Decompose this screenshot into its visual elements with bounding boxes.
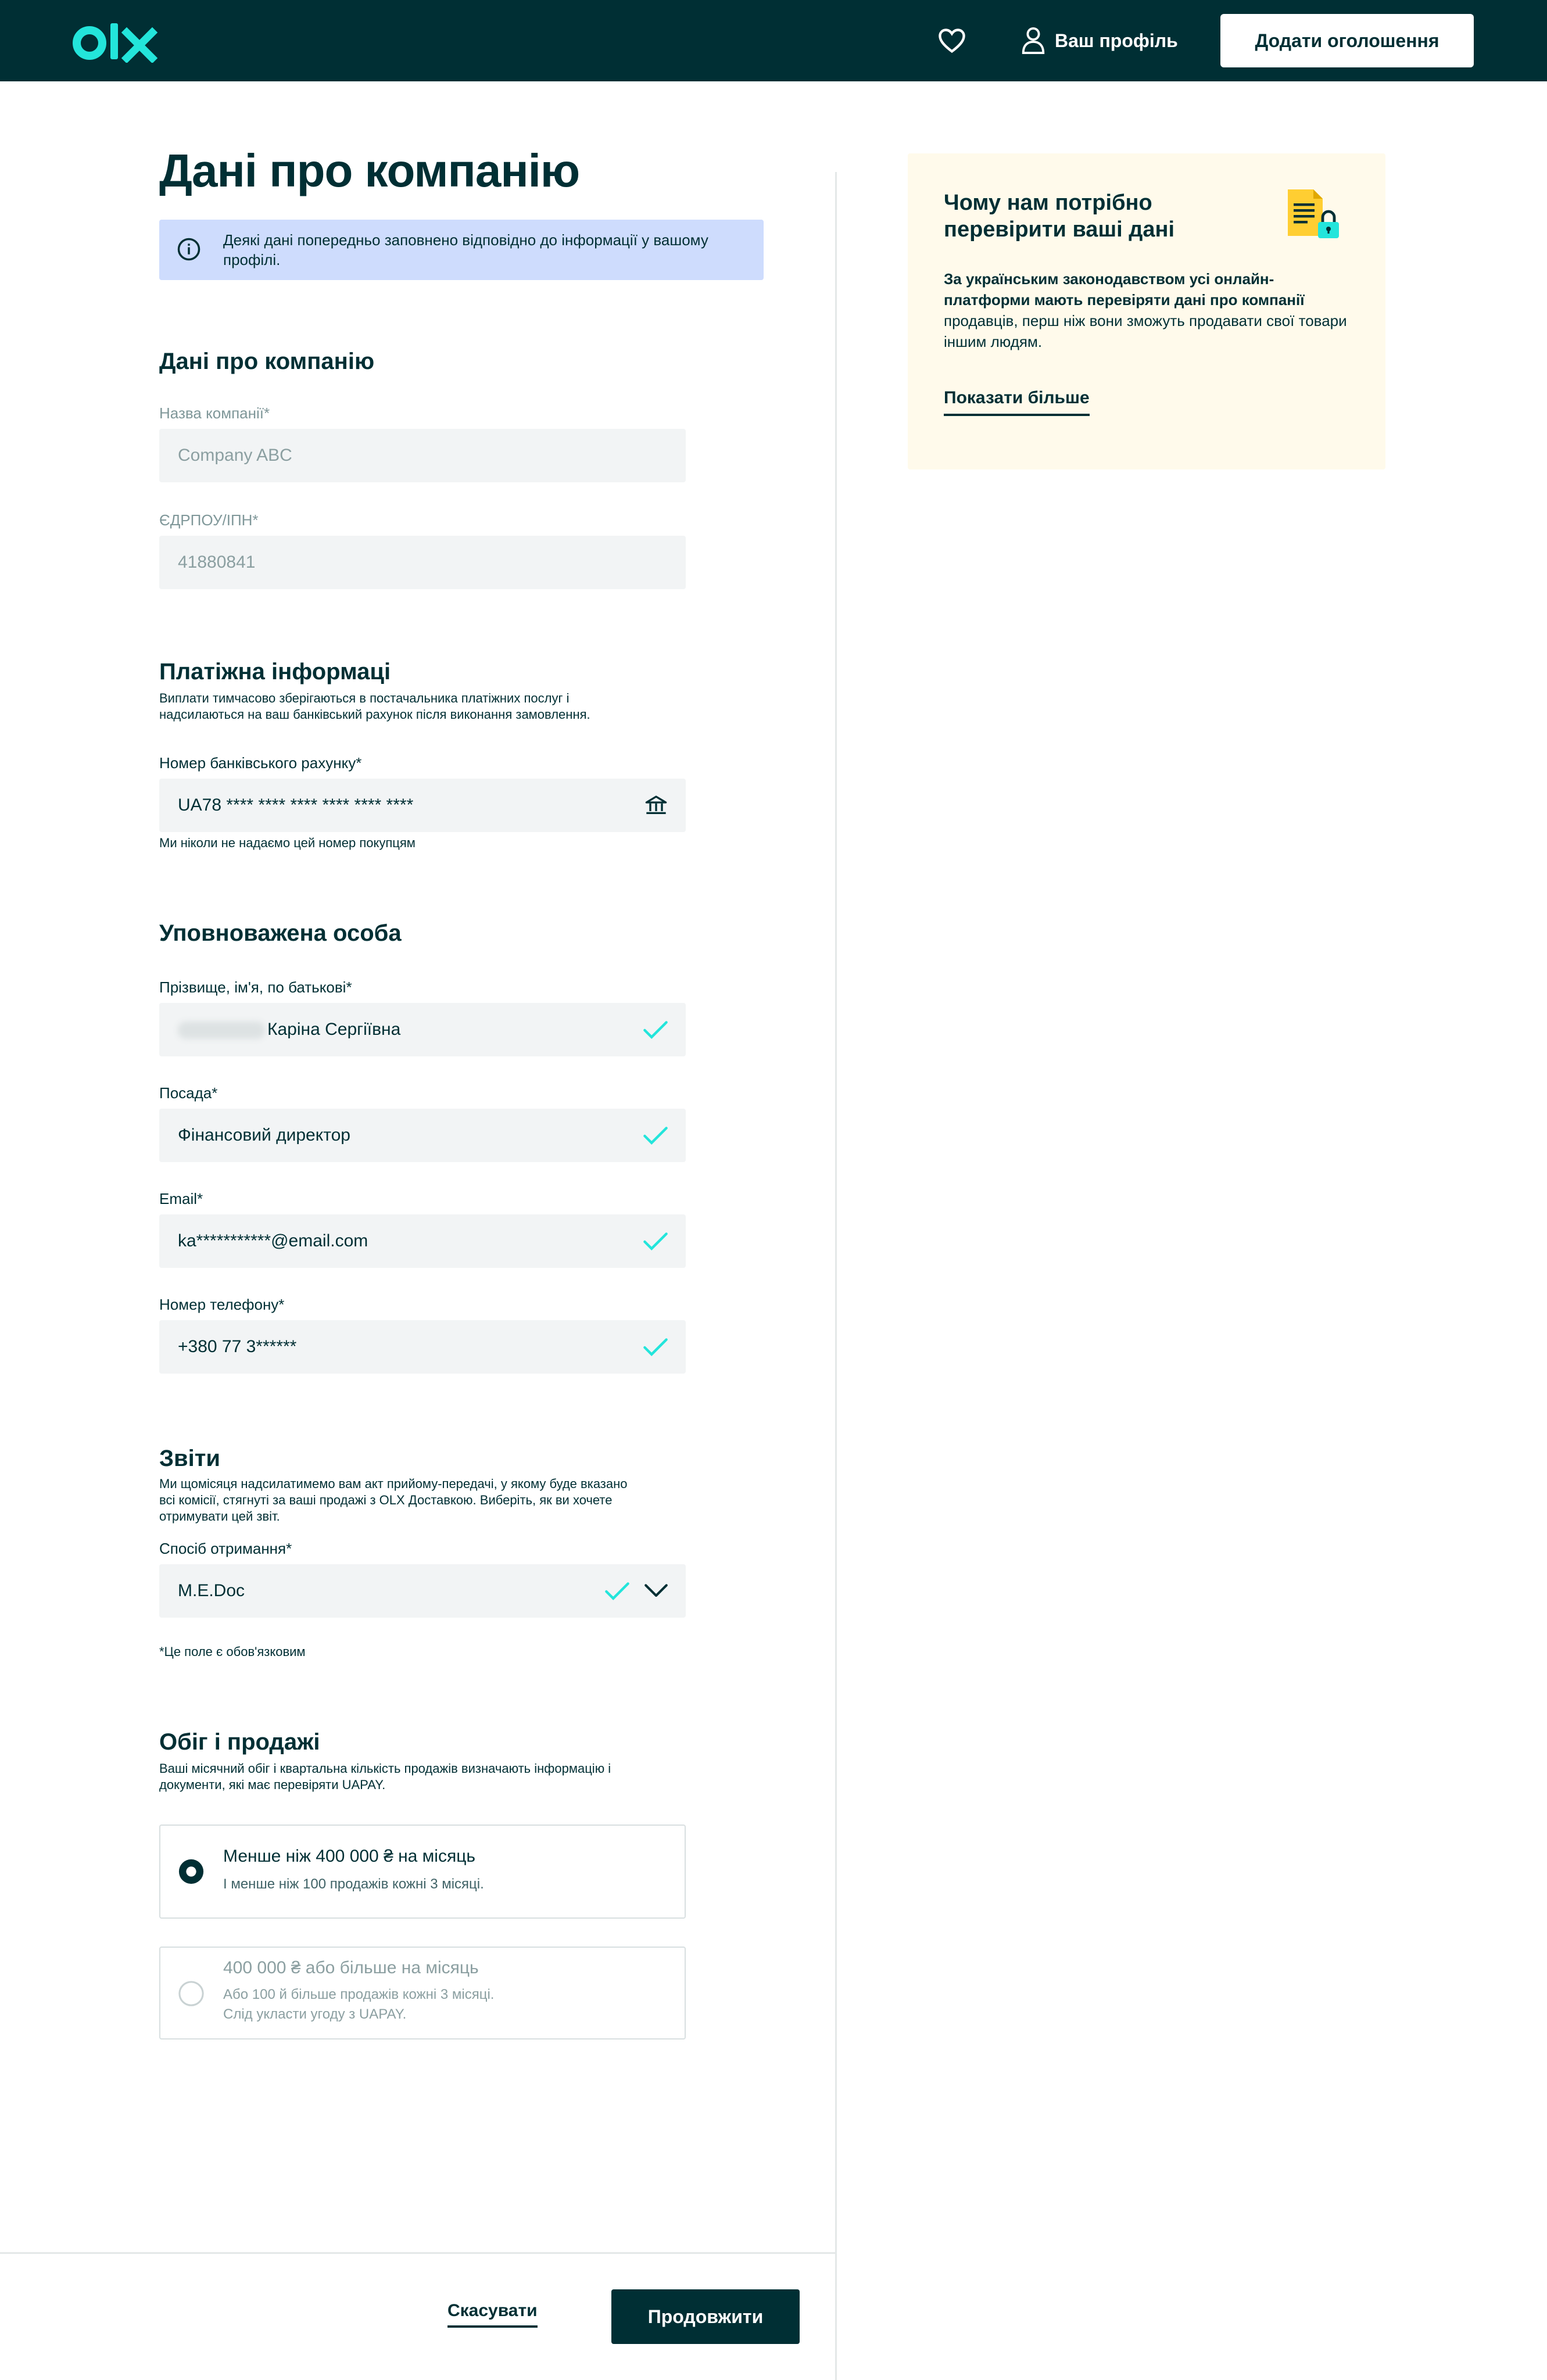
turnover-description: Ваші місячний обіг і квартальна кількість продажів визначають інформацію і документи, які має перевіряти UAPAY. bbox=[159, 1761, 611, 1792]
phone-input[interactable] bbox=[159, 1320, 686, 1374]
radio-unselected-icon[interactable] bbox=[178, 1980, 205, 2007]
check-icon bbox=[643, 1232, 668, 1252]
user-icon bbox=[1020, 26, 1047, 55]
phone-value: +380 77 3****** bbox=[178, 1337, 297, 1356]
company-name-label: Назва компанії* bbox=[159, 404, 270, 422]
required-note: *Це поле є обов'язковим bbox=[159, 1644, 306, 1659]
fullname-input[interactable] bbox=[159, 1003, 686, 1056]
reports-section-title: Звіти bbox=[159, 1446, 220, 1471]
bank-account-input[interactable] bbox=[159, 779, 686, 832]
payment-description: Виплати тимчасово зберігаються в постачальника платіжних послуг і надсилаються на ваш банківський рахунок після виконання замовлення. bbox=[159, 691, 590, 722]
continue-button[interactable]: Продовжити bbox=[611, 2289, 800, 2344]
check-icon bbox=[643, 1338, 668, 1357]
turnover-option-low-title: Менше ніж 400 000 ₴ на місяць bbox=[223, 1847, 476, 1866]
bank-icon bbox=[644, 794, 668, 817]
add-listing-button[interactable]: Додати оголошення bbox=[1220, 14, 1474, 67]
turnover-option-high-title: 400 000 ₴ або більше на місяць bbox=[223, 1958, 479, 1977]
phone-label: Номер телефону* bbox=[159, 1296, 285, 1313]
top-header bbox=[0, 0, 1547, 81]
position-label: Посада* bbox=[159, 1084, 218, 1102]
report-method-value: M.E.Doc bbox=[178, 1581, 245, 1600]
fullname-value-wrap bbox=[178, 1003, 400, 1056]
position-value: Фінансовий директор bbox=[178, 1126, 350, 1145]
company-section-title: Дані про компанію bbox=[159, 349, 375, 374]
radio-selected-icon[interactable] bbox=[178, 1858, 205, 1885]
footer-divider bbox=[0, 2252, 835, 2254]
turnover-section-title: Обіг і продажі bbox=[159, 1729, 320, 1755]
profile-label: Ваш профіль bbox=[1055, 30, 1178, 51]
turnover-option-low-subtitle: І менше ніж 100 продажів кожні 3 місяці. bbox=[223, 1876, 484, 1892]
report-method-label: Спосіб отримання* bbox=[159, 1540, 292, 1557]
report-method-select[interactable] bbox=[159, 1564, 686, 1618]
olx-logo[interactable] bbox=[71, 21, 158, 63]
verification-card-body-rest: продавців, перш ніж вони зможуть продавати свої товари іншим людям. bbox=[944, 312, 1347, 350]
verification-info-card bbox=[908, 153, 1385, 469]
company-code-value: 41880841 bbox=[178, 553, 256, 572]
email-label: Email* bbox=[159, 1190, 203, 1207]
bank-account-value: UA78 **** **** **** **** **** **** bbox=[178, 795, 414, 815]
verification-card-body bbox=[944, 268, 1351, 352]
check-icon bbox=[643, 1020, 668, 1040]
page-title: Дані про компанію bbox=[159, 145, 580, 196]
chevron-down-icon[interactable] bbox=[644, 1583, 668, 1599]
info-icon bbox=[177, 237, 201, 261]
turnover-option-low[interactable] bbox=[159, 1825, 686, 1919]
show-more-link[interactable]: Показати більше bbox=[944, 388, 1090, 416]
cancel-button[interactable]: Скасувати bbox=[447, 2301, 538, 2328]
verification-card-body-bold: За українським законодавством усі онлайн-платформи мають перевіряти дані про компанії bbox=[944, 270, 1305, 309]
fullname-label: Прізвище, ім'я, по батькові* bbox=[159, 978, 352, 996]
document-lock-icon bbox=[1283, 187, 1341, 245]
blurred-surname bbox=[178, 1021, 265, 1039]
turnover-option-high-subtitle-2: Слід укласти угоду з UAPAY. bbox=[223, 2006, 407, 2022]
profile-link[interactable] bbox=[1020, 23, 1178, 58]
turnover-option-high-subtitle: Або 100 й більше продажів кожні 3 місяці. bbox=[223, 1987, 495, 2002]
payment-section-title: Платіжна інформаці bbox=[159, 659, 391, 684]
bank-account-label: Номер банківського рахунку* bbox=[159, 754, 362, 772]
info-banner-text: Деякі дані попередньо заповнено відповідно до інформації у вашому профілі. bbox=[223, 231, 708, 268]
fullname-value: Каріна Сергіївна bbox=[267, 1020, 401, 1039]
company-name-value: Company ABC bbox=[178, 446, 292, 465]
check-icon bbox=[604, 1582, 630, 1601]
turnover-option-high[interactable] bbox=[159, 1947, 686, 2040]
authorized-section-title: Уповноважена особа bbox=[159, 920, 402, 946]
verification-card-title: Чому нам потрібно перевірити ваші дані bbox=[944, 191, 1174, 242]
column-divider bbox=[835, 172, 837, 2380]
email-input[interactable] bbox=[159, 1214, 686, 1268]
check-icon bbox=[643, 1126, 668, 1146]
company-code-label: ЄДРПОУ/ІПН* bbox=[159, 511, 259, 529]
heart-icon[interactable] bbox=[937, 26, 967, 56]
company-code-field bbox=[159, 536, 686, 589]
email-value: ka***********@email.com bbox=[178, 1231, 368, 1250]
position-input[interactable] bbox=[159, 1109, 686, 1162]
info-banner bbox=[159, 220, 764, 280]
company-name-field bbox=[159, 429, 686, 482]
reports-description: Ми щомісяця надсилатимемо вам акт прийому-передачі, у якому буде вказано всі комісії, стягнуті за ваші продажі з OLX Доставкою. Виберіть, як ви хочете отримувати цей звіт. bbox=[159, 1476, 628, 1524]
bank-account-helper: Ми ніколи не надаємо цей номер покупцям bbox=[159, 836, 416, 850]
